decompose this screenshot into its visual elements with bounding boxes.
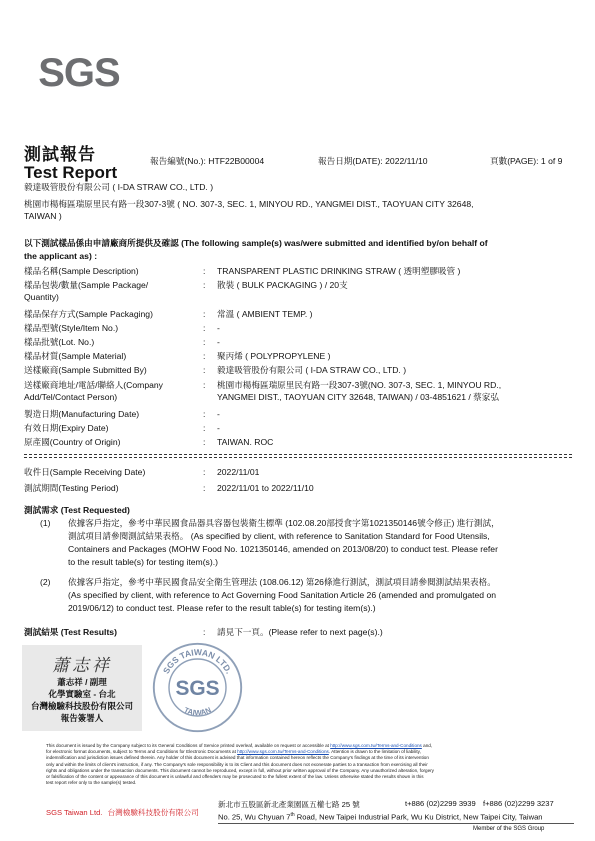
test-results-value: 請見下一頁。(Please refer to next page(s).) bbox=[217, 627, 383, 637]
disclaimer-line: This document is issued by the Company subject to its General Conditions of Service printed overleaf, available on request or accessible at bbox=[46, 743, 329, 748]
field-colon: : bbox=[203, 351, 206, 361]
field-value: 聚丙烯 ( POLYPROPYLENE ) bbox=[217, 351, 331, 361]
item-1-line-3: Containers and Packages (MOHW Food No. 1021350146, amended on 2013/08/20) to conduct test. Please refer bbox=[68, 544, 498, 554]
field-colon: : bbox=[203, 365, 206, 375]
footer-tel: t+886 (02)2299 3939 bbox=[405, 799, 476, 808]
footer-fax: f+886 (02)2299 3237 bbox=[483, 799, 554, 808]
svg-text:TAIWAN bbox=[183, 705, 213, 717]
field-colon: : bbox=[203, 337, 206, 347]
client-address-line-2: TAIWAN ) bbox=[24, 211, 62, 221]
field-label: 製造日期(Manufacturing Date) bbox=[24, 409, 140, 419]
item-2-line-3: 2019/06/12) to conduct test. Please refer to the result table(s) for testing item(s).) bbox=[68, 603, 376, 613]
testing-period-label: 測試期間(Testing Period) bbox=[24, 483, 119, 493]
disclaimer-line: indemnification and jurisdiction issues defined therein. Any holder of this document is advised that information contained hereon reflects the Company's findings at the time of its intervention bbox=[46, 755, 429, 761]
item-1-line-2: 測試項目請參閱測試結果表格。 (As specified by client, with reference to Sanitation Standard for Food Utensils, bbox=[68, 531, 490, 541]
stamp-center: SGS bbox=[175, 677, 220, 701]
report-number: 報告編號(No.): HTF22B00004 bbox=[150, 156, 265, 166]
footer-address-en bbox=[218, 812, 543, 822]
field-label: 原產國(Country of Origin) bbox=[24, 437, 121, 447]
item-number: (2) bbox=[40, 577, 51, 587]
field-colon: : bbox=[203, 409, 206, 419]
sgs-seal-stamp bbox=[150, 640, 245, 735]
field-colon: : bbox=[203, 437, 206, 447]
test-results-label: 測試結果 (Test Results) bbox=[24, 627, 117, 637]
terms-link[interactable]: http://www.sgs.com.tw/Terms-and-Conditions bbox=[330, 743, 422, 748]
terms-link[interactable]: http://www.sgs.com.tw/Terms-and-Conditions bbox=[237, 749, 329, 755]
signatory-lab: 化學實驗室 - 台北 bbox=[48, 689, 116, 699]
title-en: Test Report bbox=[24, 163, 118, 182]
disclaimer-line: or falsification of the content or appearance of this document is unlawful and offenders may be prosecuted to the fullest extent of the law. Unless otherwise stated the results shown in this bbox=[46, 774, 424, 780]
receiving-date-label: 收件日(Sample Receiving Date) bbox=[24, 467, 146, 477]
address-superscript: th bbox=[290, 812, 295, 818]
footer-company-en: SGS Taiwan Ltd. bbox=[46, 808, 103, 817]
stamp-ring-top: SGS TAIWAN LTD. bbox=[160, 647, 235, 676]
client-name: 毅達吸管股份有限公司 ( I-DA STRAW CO., LTD. ) bbox=[24, 182, 214, 192]
field-value: - bbox=[217, 323, 220, 333]
signatory-company: 台灣檢驗科技股份有限公司 bbox=[30, 701, 133, 711]
divider bbox=[24, 457, 572, 458]
disclaimer-line: and, bbox=[423, 743, 433, 748]
field-colon: : bbox=[203, 309, 206, 319]
field-colon: : bbox=[203, 483, 206, 493]
field-label: 樣品保存方式(Sample Packaging) bbox=[24, 309, 153, 319]
divider bbox=[24, 454, 572, 455]
disclaimer-line: only and within the limits of client's instruction, if any. The Company's sole responsibility is to its Client and this document does not exonerate parties to a transaction from exercising all their bbox=[46, 761, 428, 767]
field-colon: : bbox=[203, 467, 206, 477]
field-value: - bbox=[217, 337, 220, 347]
field-label-cont: Quantity) bbox=[24, 292, 59, 302]
field-colon: : bbox=[203, 423, 206, 433]
title-cn: 測試報告 bbox=[24, 145, 96, 165]
client-address-line-1: 桃園市楊梅區瑞原里民有路一段307-3號 ( NO. 307-3, SEC. 1, MINYOU RD., YANGMEI DIST., TAOYUAN CITY 32648, bbox=[24, 199, 474, 209]
address-part: No. 25, Wu Chyuan 7 bbox=[218, 812, 291, 822]
field-label: 樣品名稱(Sample Description) bbox=[24, 266, 139, 276]
field-value: 毅達吸管股份有限公司 ( I-DA STRAW CO., LTD. ) bbox=[217, 365, 407, 375]
disclaimer-line: . Attention is drawn to the limitation of liability, bbox=[328, 749, 421, 755]
field-label-cont: Add/Tel/Contact Person) bbox=[24, 392, 118, 402]
disclaimer-line: for electronic format documents, subject to Terms and Conditions for Electronic Documents at bbox=[46, 749, 236, 755]
testing-period-value: 2022/11/01 to 2022/11/10 bbox=[217, 483, 314, 493]
disclaimer bbox=[46, 743, 551, 786]
signatory-name: 蕭志祥 / 副理 bbox=[57, 677, 107, 687]
field-label: 有效日期(Expiry Date) bbox=[24, 423, 109, 433]
field-label: 樣品批號(Lot. No.) bbox=[24, 337, 95, 347]
field-value: - bbox=[217, 423, 220, 433]
signatory-role: 報告簽署人 bbox=[60, 713, 104, 723]
stamp-ring-bottom: TAIWAN bbox=[182, 705, 213, 718]
signature-handwritten: 蕭志祥 bbox=[52, 656, 112, 676]
field-label: 送樣廠商(Sample Submitted By) bbox=[24, 365, 147, 375]
item-2-line-1: 依據客戶指定，參考中華民國食品安全衛生管理法 (108.06.12) 第26條進行測試，測試項目請參閱測試結果表格。 bbox=[68, 577, 496, 587]
receiving-date-value: 2022/11/01 bbox=[217, 467, 260, 477]
item-1-line-4: to the result table(s) for testing item(s).) bbox=[68, 557, 218, 567]
sgs-logo-text: SGS bbox=[38, 51, 120, 95]
footer-address-cn: 新北市五股區新北產業園區五權七路 25 號 bbox=[218, 800, 360, 809]
field-value-cont: YANGMEI DIST., TAOYUAN CITY 32648, TAIWAN) / 03-4851621 / 蔡家弘 bbox=[217, 392, 499, 402]
footer-company-cn: 台灣檢驗科技股份有限公司 bbox=[107, 808, 199, 817]
sgs-logo bbox=[38, 38, 120, 98]
field-label: 樣品包裝/數量(Sample Package/ bbox=[24, 280, 149, 290]
field-label: 樣品材質(Sample Material) bbox=[24, 351, 127, 361]
intro-line-1: 以下測試樣品係由申請廠商所提供及確認 (The following sample(s) was/were submitted and identified by/on behalf of bbox=[24, 238, 488, 248]
intro-line-2: the applicant as) : bbox=[24, 251, 98, 261]
field-value: TAIWAN. ROC bbox=[217, 437, 274, 447]
field-value: 桃園市楊梅區瑞原里民有路一段307-3號(NO. 307-3, SEC. 1, MINYOU RD., bbox=[217, 380, 502, 390]
disclaimer-line: test report refer only to the sample(s) tested. bbox=[46, 780, 137, 786]
item-2-line-2: (As specified by client, with reference to Act Governing Food Sanitation Article 26 (amended and promulgated on bbox=[68, 590, 497, 600]
field-colon: : bbox=[203, 380, 206, 390]
disclaimer-line: rights and obligations under the transaction documents. This document cannot be reproduced, except in full, without prior written approval of the Company. Any unauthorized alteration, forgery bbox=[46, 767, 434, 773]
item-1-line-1: 依據客戶指定，參考中華民國食品器具容器包裝衛生標準 (102.08.20部授食字第1021350146號令修正) 進行測試， bbox=[68, 518, 500, 528]
field-label: 樣品型號(Style/Item No.) bbox=[24, 323, 119, 333]
field-colon: : bbox=[203, 280, 206, 290]
footer-member: Member of the SGS Group bbox=[473, 826, 545, 832]
page-number: 頁數(PAGE): 1 of 9 bbox=[490, 156, 563, 166]
field-colon: : bbox=[203, 266, 206, 276]
field-value: 常溫 ( AMBIENT TEMP. ) bbox=[217, 309, 313, 319]
signature-block bbox=[22, 645, 142, 731]
field-value: TRANSPARENT PLASTIC DRINKING STRAW ( 透明塑膠吸管 ) bbox=[217, 266, 461, 276]
field-colon: : bbox=[203, 627, 206, 637]
footer-company bbox=[46, 807, 199, 818]
field-colon: : bbox=[203, 323, 206, 333]
field-label: 送樣廠商地址/電話/聯絡人(Company bbox=[24, 380, 163, 390]
address-part: Road, New Taipei Industrial Park, Wu Ku District, New Taipei City, Taiwan bbox=[294, 812, 543, 822]
item-number: (1) bbox=[40, 518, 51, 528]
field-value: 散裝 ( BULK PACKAGING ) / 20支 bbox=[217, 280, 348, 290]
report-date: 報告日期(DATE): 2022/11/10 bbox=[318, 156, 428, 166]
test-requested-heading: 測試需求 (Test Requested) bbox=[24, 505, 130, 515]
field-value: - bbox=[217, 409, 220, 419]
